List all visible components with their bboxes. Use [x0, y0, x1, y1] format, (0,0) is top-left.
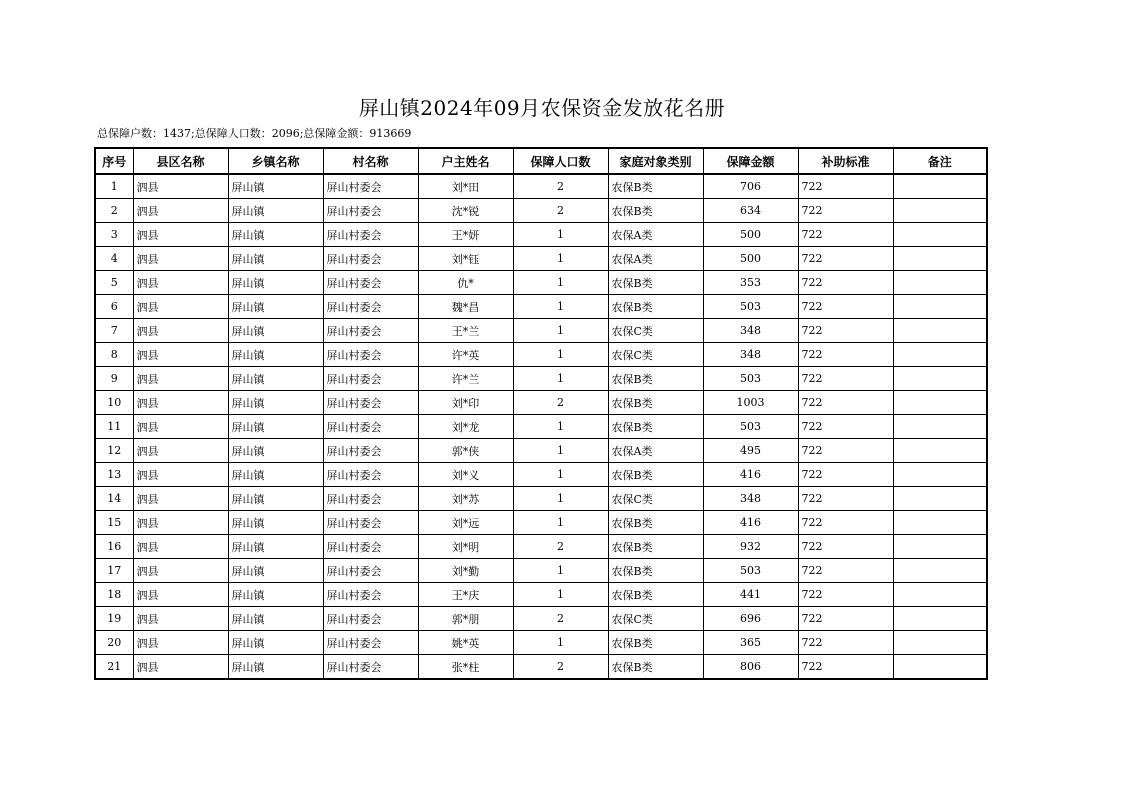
cell-persons: 1 — [513, 415, 608, 439]
cell-county: 泗县 — [133, 319, 228, 343]
cell-category: 农保B类 — [608, 655, 703, 680]
table-row — [95, 174, 987, 199]
cell-county: 泗县 — [133, 271, 228, 295]
cell-index: 1 — [95, 174, 133, 199]
col-header-town: 乡镇名称 — [228, 148, 323, 174]
col-header-remarks: 备注 — [893, 148, 987, 174]
cell-remarks — [893, 439, 987, 463]
cell-county: 泗县 — [133, 655, 228, 680]
cell-category: 农保C类 — [608, 319, 703, 343]
cell-town: 屏山镇 — [228, 199, 323, 223]
cell-persons: 2 — [513, 655, 608, 680]
cell-amount: 348 — [703, 319, 798, 343]
cell-amount: 503 — [703, 367, 798, 391]
cell-amount: 416 — [703, 463, 798, 487]
cell-householder: 刘*明 — [418, 535, 513, 559]
cell-persons: 1 — [513, 367, 608, 391]
cell-remarks — [893, 343, 987, 367]
cell-householder: 王*兰 — [418, 319, 513, 343]
cell-village: 屏山村委会 — [323, 295, 418, 319]
cell-standard: 722 — [798, 463, 893, 487]
cell-persons: 1 — [513, 487, 608, 511]
cell-village: 屏山村委会 — [323, 247, 418, 271]
cell-householder: 刘*苏 — [418, 487, 513, 511]
table-row — [95, 343, 987, 367]
cell-village: 屏山村委会 — [323, 367, 418, 391]
table-row — [95, 391, 987, 415]
cell-index: 9 — [95, 367, 133, 391]
cell-remarks — [893, 607, 987, 631]
cell-town: 屏山镇 — [228, 631, 323, 655]
cell-category: 农保B类 — [608, 583, 703, 607]
cell-category: 农保C类 — [608, 343, 703, 367]
cell-town: 屏山镇 — [228, 319, 323, 343]
cell-village: 屏山村委会 — [323, 487, 418, 511]
col-header-amount: 保障金额 — [703, 148, 798, 174]
cell-category: 农保B类 — [608, 511, 703, 535]
cell-town: 屏山镇 — [228, 439, 323, 463]
cell-town: 屏山镇 — [228, 295, 323, 319]
cell-amount: 806 — [703, 655, 798, 680]
cell-remarks — [893, 319, 987, 343]
cell-index: 3 — [95, 223, 133, 247]
cell-householder: 许*英 — [418, 343, 513, 367]
cell-index: 8 — [95, 343, 133, 367]
cell-householder: 刘*钰 — [418, 247, 513, 271]
cell-persons: 1 — [513, 319, 608, 343]
cell-remarks — [893, 247, 987, 271]
cell-remarks — [893, 487, 987, 511]
cell-index: 5 — [95, 271, 133, 295]
cell-village: 屏山村委会 — [323, 223, 418, 247]
cell-town: 屏山镇 — [228, 487, 323, 511]
table-row — [95, 247, 987, 271]
cell-householder: 魏*昌 — [418, 295, 513, 319]
cell-index: 6 — [95, 295, 133, 319]
cell-category: 农保C类 — [608, 607, 703, 631]
cell-remarks — [893, 415, 987, 439]
cell-householder: 郭*侠 — [418, 439, 513, 463]
cell-category: 农保B类 — [608, 295, 703, 319]
cell-index: 10 — [95, 391, 133, 415]
cell-persons: 2 — [513, 607, 608, 631]
cell-standard: 722 — [798, 487, 893, 511]
cell-standard: 722 — [798, 199, 893, 223]
table-row — [95, 583, 987, 607]
cell-standard: 722 — [798, 583, 893, 607]
col-header-index: 序号 — [95, 148, 133, 174]
cell-index: 18 — [95, 583, 133, 607]
cell-index: 4 — [95, 247, 133, 271]
cell-persons: 1 — [513, 583, 608, 607]
cell-village: 屏山村委会 — [323, 174, 418, 199]
cell-town: 屏山镇 — [228, 583, 323, 607]
cell-persons: 2 — [513, 174, 608, 199]
cell-amount: 932 — [703, 535, 798, 559]
cell-county: 泗县 — [133, 559, 228, 583]
cell-village: 屏山村委会 — [323, 319, 418, 343]
cell-index: 12 — [95, 439, 133, 463]
cell-householder: 仇* — [418, 271, 513, 295]
cell-householder: 郭*朋 — [418, 607, 513, 631]
cell-category: 农保B类 — [608, 271, 703, 295]
cell-town: 屏山镇 — [228, 174, 323, 199]
cell-index: 20 — [95, 631, 133, 655]
col-header-category: 家庭对象类别 — [608, 148, 703, 174]
cell-amount: 500 — [703, 223, 798, 247]
cell-village: 屏山村委会 — [323, 559, 418, 583]
cell-householder: 刘*印 — [418, 391, 513, 415]
cell-index: 17 — [95, 559, 133, 583]
cell-county: 泗县 — [133, 247, 228, 271]
cell-village: 屏山村委会 — [323, 391, 418, 415]
cell-town: 屏山镇 — [228, 463, 323, 487]
cell-standard: 722 — [798, 655, 893, 680]
cell-town: 屏山镇 — [228, 343, 323, 367]
table-row — [95, 415, 987, 439]
cell-county: 泗县 — [133, 487, 228, 511]
cell-village: 屏山村委会 — [323, 607, 418, 631]
header-row — [95, 148, 987, 174]
cell-persons: 1 — [513, 223, 608, 247]
cell-index: 16 — [95, 535, 133, 559]
cell-standard: 722 — [798, 391, 893, 415]
cell-householder: 姚*英 — [418, 631, 513, 655]
cell-county: 泗县 — [133, 583, 228, 607]
cell-standard: 722 — [798, 559, 893, 583]
cell-householder: 张*柱 — [418, 655, 513, 680]
table-row — [95, 271, 987, 295]
table-row — [95, 223, 987, 247]
cell-householder: 刘*龙 — [418, 415, 513, 439]
cell-town: 屏山镇 — [228, 247, 323, 271]
cell-persons: 1 — [513, 295, 608, 319]
cell-category: 农保B类 — [608, 463, 703, 487]
table-row — [95, 535, 987, 559]
table-body — [95, 174, 987, 679]
cell-amount: 503 — [703, 295, 798, 319]
cell-index: 2 — [95, 199, 133, 223]
cell-index: 13 — [95, 463, 133, 487]
table-row — [95, 463, 987, 487]
cell-county: 泗县 — [133, 367, 228, 391]
cell-category: 农保B类 — [608, 367, 703, 391]
cell-category: 农保B类 — [608, 199, 703, 223]
cell-standard: 722 — [798, 295, 893, 319]
cell-category: 农保C类 — [608, 487, 703, 511]
cell-persons: 1 — [513, 343, 608, 367]
cell-index: 7 — [95, 319, 133, 343]
cell-county: 泗县 — [133, 535, 228, 559]
cell-town: 屏山镇 — [228, 391, 323, 415]
cell-persons: 1 — [513, 247, 608, 271]
col-header-householder: 户主姓名 — [418, 148, 513, 174]
cell-category: 农保A类 — [608, 223, 703, 247]
cell-county: 泗县 — [133, 439, 228, 463]
cell-category: 农保B类 — [608, 391, 703, 415]
cell-remarks — [893, 583, 987, 607]
cell-standard: 722 — [798, 319, 893, 343]
cell-householder: 王*庆 — [418, 583, 513, 607]
cell-index: 11 — [95, 415, 133, 439]
cell-village: 屏山村委会 — [323, 199, 418, 223]
table-row — [95, 319, 987, 343]
cell-town: 屏山镇 — [228, 559, 323, 583]
cell-amount: 634 — [703, 199, 798, 223]
cell-remarks — [893, 463, 987, 487]
cell-standard: 722 — [798, 343, 893, 367]
cell-amount: 706 — [703, 174, 798, 199]
table-row — [95, 559, 987, 583]
summary-line: 总保障户数：1437;总保障人口数：2096;总保障金额：913669 — [97, 127, 412, 140]
cell-standard: 722 — [798, 223, 893, 247]
cell-county: 泗县 — [133, 343, 228, 367]
table-row — [95, 199, 987, 223]
cell-persons: 1 — [513, 271, 608, 295]
cell-category: 农保A类 — [608, 247, 703, 271]
table-row — [95, 631, 987, 655]
cell-county: 泗县 — [133, 511, 228, 535]
cell-remarks — [893, 391, 987, 415]
cell-town: 屏山镇 — [228, 415, 323, 439]
cell-index: 15 — [95, 511, 133, 535]
cell-standard: 722 — [798, 607, 893, 631]
cell-persons: 1 — [513, 511, 608, 535]
cell-amount: 1003 — [703, 391, 798, 415]
cell-remarks — [893, 271, 987, 295]
cell-remarks — [893, 655, 987, 680]
table-row — [95, 607, 987, 631]
cell-village: 屏山村委会 — [323, 631, 418, 655]
cell-amount: 365 — [703, 631, 798, 655]
cell-county: 泗县 — [133, 631, 228, 655]
cell-village: 屏山村委会 — [323, 655, 418, 680]
cell-county: 泗县 — [133, 223, 228, 247]
cell-amount: 348 — [703, 487, 798, 511]
roster-table — [94, 147, 988, 680]
col-header-standard: 补助标准 — [798, 148, 893, 174]
cell-village: 屏山村委会 — [323, 271, 418, 295]
cell-persons: 1 — [513, 559, 608, 583]
cell-index: 21 — [95, 655, 133, 680]
cell-county: 泗县 — [133, 607, 228, 631]
cell-remarks — [893, 511, 987, 535]
cell-standard: 722 — [798, 535, 893, 559]
cell-village: 屏山村委会 — [323, 535, 418, 559]
cell-county: 泗县 — [133, 415, 228, 439]
cell-county: 泗县 — [133, 174, 228, 199]
cell-householder: 许*兰 — [418, 367, 513, 391]
cell-amount: 495 — [703, 439, 798, 463]
cell-county: 泗县 — [133, 463, 228, 487]
cell-village: 屏山村委会 — [323, 463, 418, 487]
col-header-village: 村名称 — [323, 148, 418, 174]
table-row — [95, 367, 987, 391]
cell-index: 19 — [95, 607, 133, 631]
table-row — [95, 487, 987, 511]
cell-category: 农保B类 — [608, 174, 703, 199]
cell-remarks — [893, 295, 987, 319]
cell-town: 屏山镇 — [228, 367, 323, 391]
col-header-persons: 保障人口数 — [513, 148, 608, 174]
cell-standard: 722 — [798, 367, 893, 391]
cell-standard: 722 — [798, 439, 893, 463]
cell-householder: 王*妍 — [418, 223, 513, 247]
cell-householder: 刘*勤 — [418, 559, 513, 583]
table-row — [95, 439, 987, 463]
cell-village: 屏山村委会 — [323, 415, 418, 439]
cell-town: 屏山镇 — [228, 655, 323, 680]
cell-persons: 2 — [513, 199, 608, 223]
cell-category: 农保B类 — [608, 631, 703, 655]
page-title: 屏山镇2024年09月农保资金发放花名册 — [358, 96, 726, 120]
cell-amount: 503 — [703, 415, 798, 439]
cell-remarks — [893, 631, 987, 655]
cell-category: 农保A类 — [608, 439, 703, 463]
cell-persons: 1 — [513, 463, 608, 487]
cell-householder: 刘*田 — [418, 174, 513, 199]
cell-remarks — [893, 559, 987, 583]
cell-village: 屏山村委会 — [323, 511, 418, 535]
cell-householder: 沈*锐 — [418, 199, 513, 223]
cell-remarks — [893, 199, 987, 223]
cell-standard: 722 — [798, 174, 893, 199]
cell-standard: 722 — [798, 511, 893, 535]
cell-remarks — [893, 367, 987, 391]
cell-village: 屏山村委会 — [323, 343, 418, 367]
table-row — [95, 511, 987, 535]
cell-persons: 2 — [513, 535, 608, 559]
cell-standard: 722 — [798, 247, 893, 271]
cell-amount: 348 — [703, 343, 798, 367]
cell-village: 屏山村委会 — [323, 583, 418, 607]
cell-standard: 722 — [798, 415, 893, 439]
cell-persons: 1 — [513, 631, 608, 655]
cell-amount: 353 — [703, 271, 798, 295]
cell-householder: 刘*义 — [418, 463, 513, 487]
cell-index: 14 — [95, 487, 133, 511]
cell-town: 屏山镇 — [228, 511, 323, 535]
cell-town: 屏山镇 — [228, 271, 323, 295]
cell-persons: 1 — [513, 439, 608, 463]
cell-amount: 500 — [703, 247, 798, 271]
cell-amount: 696 — [703, 607, 798, 631]
col-header-county: 县区名称 — [133, 148, 228, 174]
cell-county: 泗县 — [133, 391, 228, 415]
cell-town: 屏山镇 — [228, 607, 323, 631]
cell-category: 农保B类 — [608, 559, 703, 583]
cell-category: 农保B类 — [608, 535, 703, 559]
cell-persons: 2 — [513, 391, 608, 415]
cell-village: 屏山村委会 — [323, 439, 418, 463]
cell-standard: 722 — [798, 631, 893, 655]
cell-county: 泗县 — [133, 295, 228, 319]
cell-remarks — [893, 223, 987, 247]
cell-category: 农保B类 — [608, 415, 703, 439]
cell-remarks — [893, 174, 987, 199]
cell-standard: 722 — [798, 271, 893, 295]
cell-amount: 416 — [703, 511, 798, 535]
cell-town: 屏山镇 — [228, 535, 323, 559]
cell-remarks — [893, 535, 987, 559]
cell-amount: 503 — [703, 559, 798, 583]
cell-householder: 刘*远 — [418, 511, 513, 535]
cell-county: 泗县 — [133, 199, 228, 223]
cell-amount: 441 — [703, 583, 798, 607]
cell-town: 屏山镇 — [228, 223, 323, 247]
table-row — [95, 295, 987, 319]
table-row — [95, 655, 987, 680]
